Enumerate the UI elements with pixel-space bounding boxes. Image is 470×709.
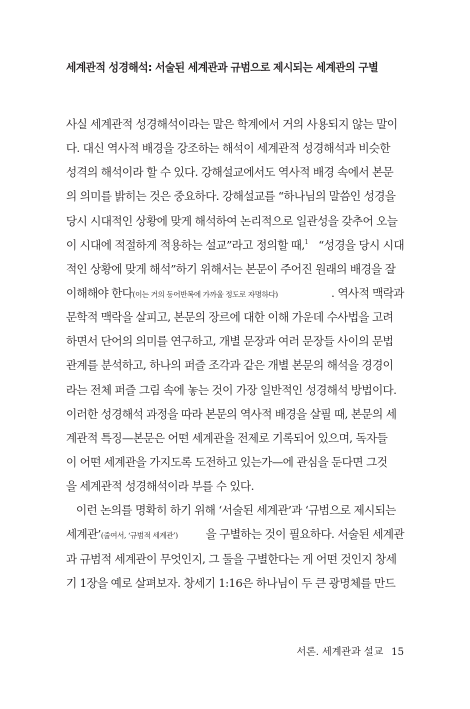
footnote-marker: 1	[304, 238, 309, 246]
parenthetical-note: (줄여서, ‘규범적 세계관’)	[100, 531, 178, 541]
text-line: 다. 대신 역사적 배경을 강조하는 해석이 세계관적 성경해석과 비슷한	[66, 141, 391, 156]
footer-section-title: 서론. 세계관과 설교	[296, 647, 384, 658]
text-line: 이런 논의를 명확히 하기 위해 ‘서술된 세계관’과 ‘규범으로 제시되는	[76, 503, 396, 518]
text-line: 문학적 맥락을 살피고, 본문의 장르에 대한 이해 가운데 수사법을 고려	[66, 310, 394, 325]
page-number: 15	[391, 647, 404, 658]
parenthetical-note: (이는 거의 동어반복에 가까울 정도로 자명하다)	[132, 289, 278, 299]
text-line	[66, 522, 404, 546]
text-segment: . 역사적 맥락과	[331, 285, 404, 300]
running-header: 세계관적 성경해석: 서술된 세계관과 규범으로 제시되는 세계관의 구별	[66, 62, 379, 74]
text-line: 과 규범적 세계관이 무엇인지, 그 둘을 구별한다는 게 어떤 것인지 창세	[66, 551, 397, 566]
text-line: 라는 전체 퍼즐 그림 속에 놓는 것이 가장 일반적인 성경해석 방법이다.	[66, 382, 397, 397]
text-line: 계관적 특징—본문은 어떤 세계관을 전제로 기록되어 있으며, 독자들	[66, 430, 388, 445]
text-line: 당시 시대적인 상황에 맞게 해석하여 논리적으로 일관성을 갖추어 오늘	[66, 213, 398, 228]
text-line: 이러한 성경해석 과정을 따라 본문의 역사적 배경을 살필 때, 본문의 세	[66, 406, 397, 421]
text-line: 적인 상황에 맞게 해석”하기 위해서는 본문이 주어진 원래의 배경을 잘	[66, 261, 396, 276]
body-text	[66, 112, 404, 595]
text-line: 하면서 단어의 의미를 연구하고, 개별 문장과 여러 문장들 사이의 문법	[66, 334, 394, 349]
text-line: 사실 세계관적 성경해석이라는 말은 학계에서 거의 사용되지 않는 말이	[66, 117, 398, 131]
text-line: 을 세계관적 성경해석이라 부를 수 있다.	[66, 479, 254, 494]
text-line: 의 의미를 밝히는 것은 중요하다. 강해설교를 “하나님의 말씀인 성경을	[66, 189, 396, 204]
text-line: 기 1장을 예로 살펴보자. 창세기 1:16은 하나님이 두 큰 광명체를 만드	[66, 575, 396, 590]
text-segment: 이해해야 한다	[66, 285, 133, 300]
text-line: 이 어떤 세계관을 가지도록 도전하고 있는가—에 관심을 둔다면 그것	[66, 454, 388, 469]
text-line: 관계를 분석하고, 하나의 퍼즐 조각과 같은 개별 본문의 해석을 경경이	[66, 358, 394, 373]
text-line	[66, 233, 404, 257]
text-line	[66, 281, 404, 305]
running-footer	[290, 643, 404, 658]
text-segment: “성경을 당시 시대	[318, 237, 404, 252]
text-segment: 이 시대에 적절하게 적용하는 설교”라고 정의할 때,	[66, 237, 305, 252]
text-segment: 을 구별하는 것이 필요하다. 서술된 세계관	[205, 527, 404, 542]
text-segment: 세계관’	[66, 527, 101, 542]
text-line: 성격의 해석이라 할 수 있다. 강해설교에서도 역사적 배경 속에서 본문	[66, 165, 394, 180]
